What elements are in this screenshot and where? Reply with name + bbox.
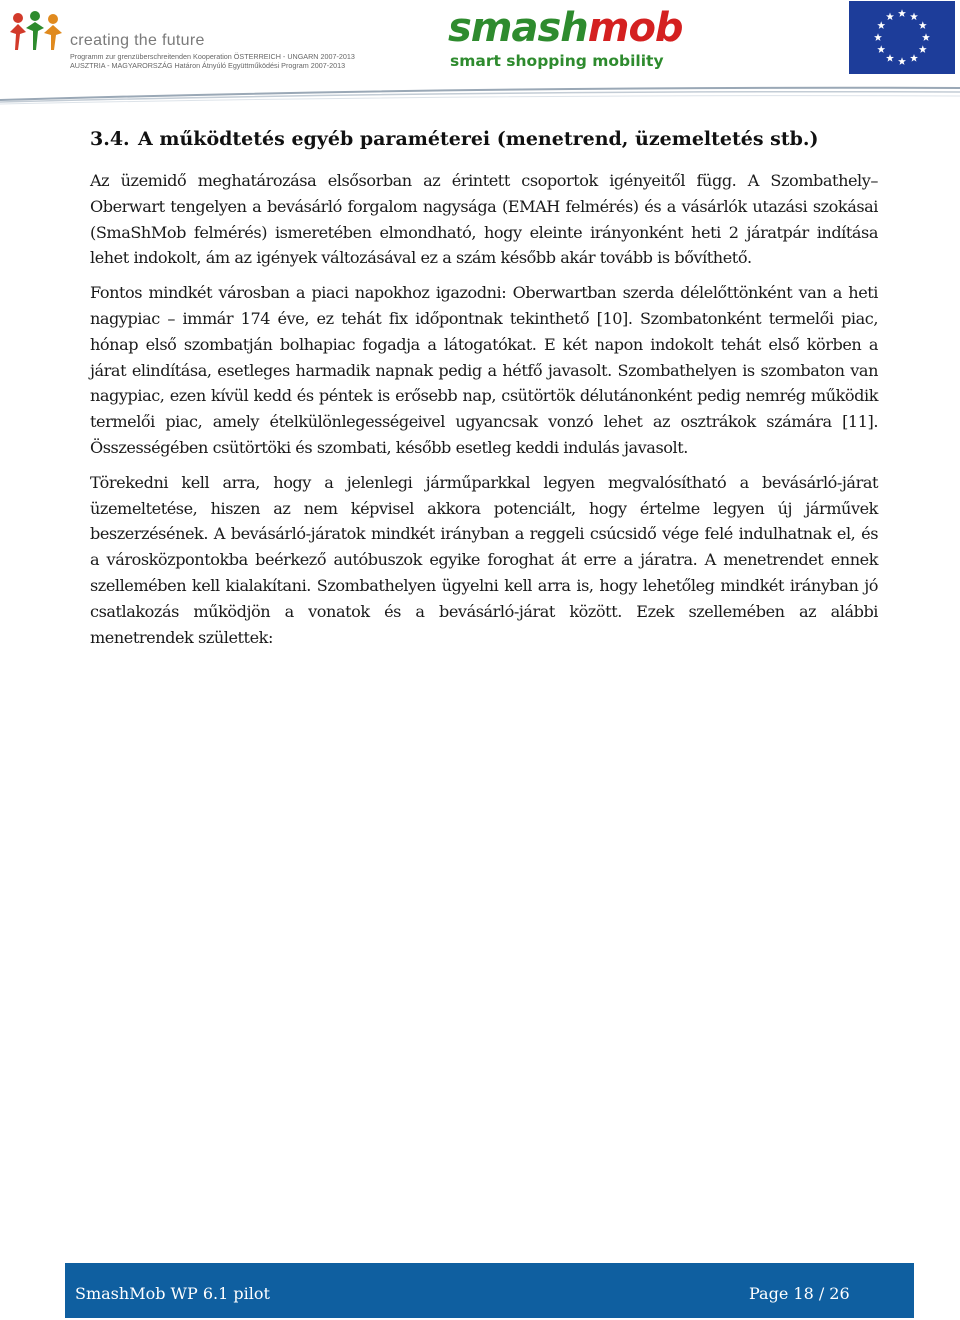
eu-flag-icon bbox=[849, 1, 955, 74]
paragraph-operating-time: Az üzemidő meghatározása elsősorban az érintett csoportok igényeitől függ. A Szombathely–Oberwart tengelyen a bevásárló forgalom nagysága (EMAH felmérés) és a vásárlók utazási szokásai (SmaShMob felmérés) ismeretében elmondható, hogy eleinte irányonként heti 2 járatpár indítása lehet indokolt, ám az igények változásával ez a szám később akár tovább is bővíthető. bbox=[90, 171, 878, 268]
header-swoosh-decoration bbox=[0, 80, 960, 106]
creating-the-future-logo bbox=[8, 10, 355, 70]
program-line-hungarian: AUSZTRIA - MAGYARORSZÁG Határon Átnyúló Együttműködési Program 2007-2013 bbox=[70, 61, 346, 70]
section-title: A működtetés egyéb paraméterei (menetrend, üzemeltetés stb.) bbox=[138, 128, 819, 150]
smashmob-tagline: smart shopping mobility bbox=[450, 52, 664, 70]
main-content bbox=[90, 128, 878, 659]
footer-project-label: SmashMob WP 6.1 pilot bbox=[75, 1284, 270, 1303]
page-header bbox=[0, 0, 960, 110]
smashmob-wordmark bbox=[448, 6, 683, 50]
smashmob-logo bbox=[448, 5, 683, 78]
people-figures-icon bbox=[8, 10, 70, 56]
paragraph-vehicle-fleet: Törekedni kell arra, hogy a jelenlegi járműparkkal legyen megvalósítható a bevásárló-járat üzemeltetése, hiszen az nem képvisel akkora potenciált, hogy értelme legyen új járművek beszerzésének. A bevásárló-járatok mindkét irányban a reggeli csúcsidő vége felé indulhatnak el, és a városközpontokba beérkező autóbuszok egyike foroghat át erre a járatra. A menetrendet ennek szellemében kell kialakítani. Szombathelyen ügyelni kell arra is, hogy lehetőleg mindkét irányban jó csatlakozás működjön a vonatok és a bevásárló-járat között. Ezek szellemében az alábbi menetrendek születtek: bbox=[90, 472, 878, 647]
program-line-german: Programm zur grenzüberschreitenden Kooperation ÖSTERREICH - UNGARN 2007-2013 bbox=[70, 52, 355, 61]
section-heading bbox=[90, 128, 878, 150]
footer-page-number: Page 18 / 26 bbox=[749, 1284, 850, 1303]
paragraph-market-days: Fontos mindkét városban a piaci napokhoz igazodni: Oberwartban szerda délelőttönként van a heti nagypiac – immár 174 éve, ez tehát fix időpontnak tekinthető [10]. Szombatonként termelői piac, hónap első szombatján bolhapiac fogadja a látogatókat. E két napon indokolt tehát első körben a járat elindítása, esetleges harmadik napnak pedig a hétfő javasolt. Szombathelyen is szombaton van nagypiac, ezen kívül kedd és péntek is erősebb nap, csütörtök délutánonként pedig nemrég működik termelői piac, amely ételkülönlegességeivel ugyancsak vonzó lehet az osztrákok számára [11]. Összességében csütörtöki és szombati, később esetleg keddi indulás javasolt. bbox=[90, 283, 878, 457]
section-number: 3.4. bbox=[90, 128, 130, 150]
smashmob-wordmark-green: smash bbox=[448, 5, 588, 51]
page-footer bbox=[65, 1263, 914, 1318]
creating-the-future-title: creating the future bbox=[70, 32, 205, 49]
smashmob-wordmark-red: mob bbox=[587, 5, 683, 51]
